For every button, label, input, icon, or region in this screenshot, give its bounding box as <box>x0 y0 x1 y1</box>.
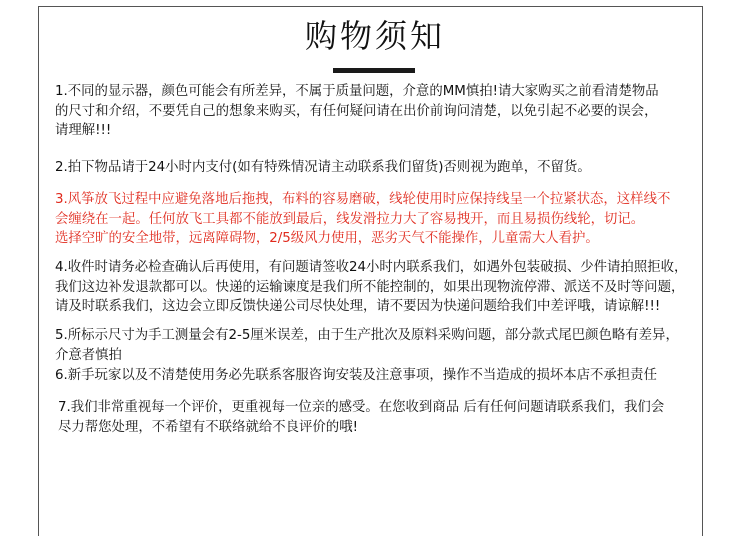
notice-line: 6.新手玩家以及不清楚使用务必先联系客服咨询安装及注意事项，操作不当造成的损坏本店不承担责任 <box>55 368 657 383</box>
notice-6 <box>55 366 707 386</box>
notice-line: 7.我们非常重视每一个评价，更重视每一位亲的感受。在您收到商品 后有任何问题请联系我们，我们会 <box>58 400 665 415</box>
notice-line: 1.不同的显示器，颜色可能会有所差异，不属于质量问题，介意的MM慎拍!请大家购买之前看清楚物品 <box>55 84 659 99</box>
notice-5 <box>55 326 707 365</box>
notice-line: 4.收件时请务必检查确认后再使用，有问题请签收24小时内联系我们，如遇外包装破损、少件请拍照拒收， <box>55 260 688 275</box>
notice-4 <box>55 258 707 317</box>
notice-line: 3.风筝放飞过程中应避免落地后拖拽，布料的容易磨破，线轮使用时应保持线呈一个拉紧状态，这样线不 <box>55 192 671 207</box>
notice-line: 2.拍下物品请于24小时内支付(如有特殊情况请主动联系我们留货)否则视为跑单，不留货。 <box>55 160 591 175</box>
notice-2 <box>55 158 707 178</box>
notice-line: 选择空旷的安全地带，远离障碍物，2/5级风力使用，恶劣天气不能操作，儿童需大人看护。 <box>55 231 599 246</box>
notice-line: 请理解!!! <box>55 123 112 138</box>
notice-line: 我们这边补发退款都可以。快递的运输谏度是我们所不能控制的，如果出现物流停滞、派送不及时等问题， <box>55 279 685 295</box>
notice-line: 5.所标示尺寸为手工测量会有2-5厘米误差，由于生产批次及原料采购问题，部分款式尾巴颜色略有差异， <box>55 328 679 343</box>
notice-3-warning <box>55 190 707 249</box>
page-title: 购物须知 <box>304 17 445 55</box>
notice-line: 会缠绕在一起。任何放飞工具都不能放到最后，线发滑拉力大了容易拽开，而且易损伤线轮，切记。 <box>55 211 645 227</box>
notice-1 <box>55 82 707 141</box>
title-underline-bar <box>333 68 415 73</box>
notice-line: 介意者慎拍 <box>55 347 122 363</box>
notice-line: 尽力帮您处理，不希望有不联络就给不良评价的哦! <box>58 419 358 435</box>
notice-line: 的尺寸和介绍，不要凭自己的想象来购买，有任何疑问请在出价前询问清楚，以免引起不必要的误会， <box>55 103 658 119</box>
notice-line: 请及时联系我们，这边会立即反馈快递公司尽快处理，请不要因为快递问题给我们中差评哦，请谅解!!! <box>55 299 661 314</box>
notice-7 <box>58 398 710 437</box>
